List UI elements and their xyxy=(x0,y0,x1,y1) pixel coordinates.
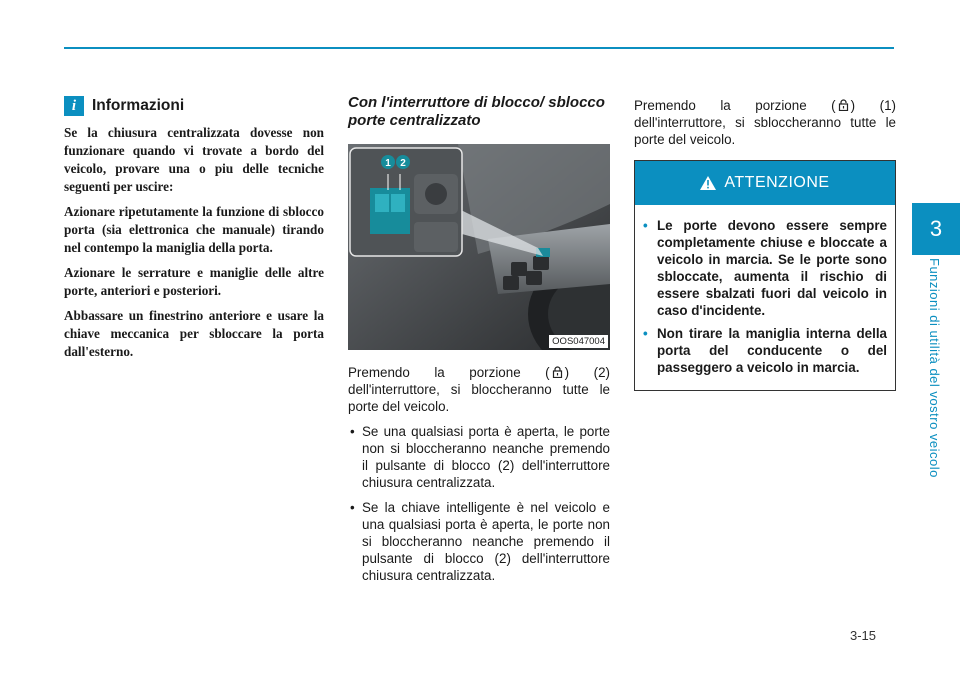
list-item: • Se una qualsiasi porta è aperta, le porte non si bloccheranno neanche premendo il pulsante di blocco (2) dell'interruttore chiusura centralizzata. xyxy=(348,423,610,491)
info-title: Informazioni xyxy=(92,97,185,114)
lock-instruction-end: ) (2) dell'interruttore, si bloccheranno tutte le porte del veicolo. xyxy=(348,365,610,414)
warning-icon xyxy=(700,176,716,190)
warning-title: ATTENZIONE xyxy=(724,174,830,191)
chapter-title: Funzioni di utilità del vostro veicolo xyxy=(927,258,942,478)
unlock-instruction-start: Premendo la porzione ( xyxy=(634,98,836,113)
info-section xyxy=(64,96,324,368)
image-code: OOS047004 xyxy=(549,335,608,348)
lock-switch-section xyxy=(348,94,610,592)
list-item: • Se la chiave intelligente è nel veicolo e una qualsiasi porta è aperta, le porte non si bloccheranno neanche premendo il pulsante di blocco (2) dell'interruttore chiusura centralizzata. xyxy=(348,499,610,584)
info-paragraph: Abbassare un finestrino anteriore e usare la chiave meccanica per sbloccare la porta dall'esterno. xyxy=(64,308,324,359)
list-item: • Le porte devono essere sempre completamente chiuse e bloccate a veicolo in marcia. Se le porte sono sbloccate, aumenta il rischio di essere sbalzati fuori dal veicolo in caso d'incidente. xyxy=(643,217,887,319)
unlock-icon xyxy=(838,99,849,111)
callout-1: 1 xyxy=(385,158,391,169)
list-item: • Non tirare la maniglia interna della porta del conducente o del passeggero a veicolo in marcia. xyxy=(643,325,887,376)
page-number: 3-15 xyxy=(850,628,877,643)
info-paragraph: Se la chiusura centralizzata dovesse non funzionare quando vi trovate a bordo del veicolo, provare una o piu delle tecniche seguenti per uscire: xyxy=(64,125,324,194)
chapter-number: 3 xyxy=(929,216,943,241)
header-rule xyxy=(64,47,894,49)
section-title: Con l'interruttore di blocco/ sblocco porte centralizzato xyxy=(348,94,605,129)
callout-2: 2 xyxy=(400,158,406,169)
chapter-tab xyxy=(912,203,960,255)
warning-body xyxy=(635,205,895,390)
unlock-and-warning xyxy=(634,97,896,391)
lock-notes-list xyxy=(348,423,610,584)
unlock-instruction-end: ) (1) dell'interruttore, si sbloccheranno tutte le porte del veicolo. xyxy=(634,98,896,147)
lock-instruction-start: Premendo la porzione ( xyxy=(348,365,550,380)
lock-icon xyxy=(552,366,563,378)
warning-list xyxy=(643,217,887,376)
info-paragraph: Azionare ripetutamente la funzione di sblocco porta (sia elettronica che manuale) tirando nel contempo la maniglia della porta. xyxy=(64,204,324,255)
warning-header xyxy=(635,161,895,205)
info-header xyxy=(64,96,324,116)
info-icon: i xyxy=(64,96,84,116)
info-paragraph: Azionare le serrature e maniglie delle altre porte, anteriori e posteriori. xyxy=(64,265,324,298)
door-switch-illustration xyxy=(348,144,610,350)
door-panel-graphic xyxy=(348,144,610,350)
lock-instruction xyxy=(348,364,610,415)
warning-box xyxy=(634,160,896,391)
unlock-instruction xyxy=(634,97,896,148)
